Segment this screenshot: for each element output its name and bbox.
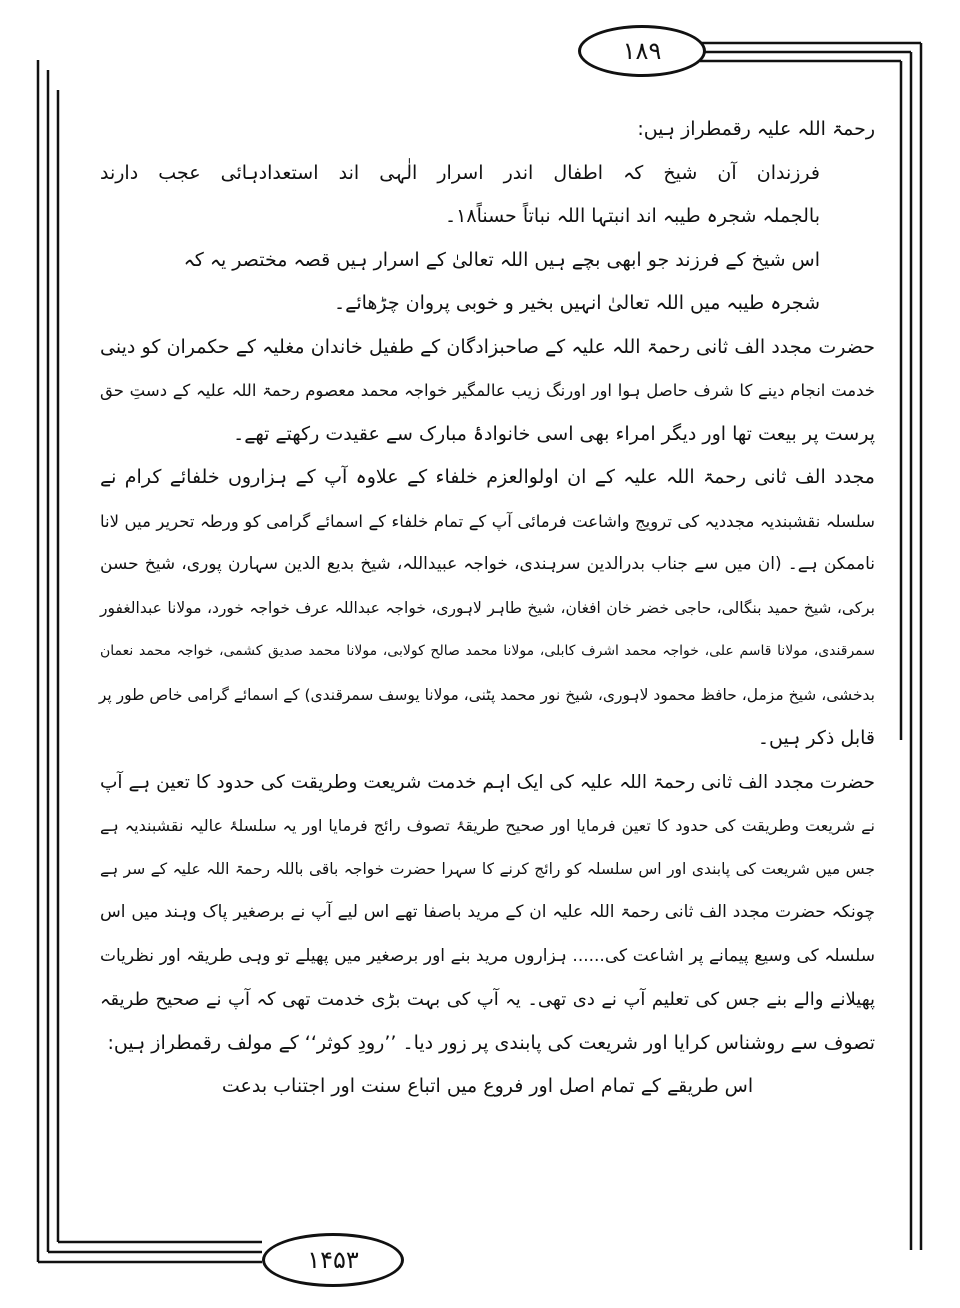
paragraph-line: ناممکن ہے۔ (ان میں سے جناب بدرالدین سرہندی، خواجہ عبیداللہ، شیخ بدیع الدین سہارن پوری، شیخ حسن — [100, 554, 875, 574]
paragraph-line: حضرت مجدد الف ثانی رحمۃ اللہ علیہ کی ایک اہم خدمت شریعت وطریقت کی حدود کا تعین ہے آپ — [100, 771, 875, 793]
quote-line: اس طریقے کے تمام اصل اور فروع میں اتباع سنت اور اجتناب بدعت — [221, 1075, 754, 1097]
text-line: رحمۃ اللہ علیہ رقمطراز ہیں: — [637, 118, 875, 140]
paragraph-line: قابل ذکر ہیں۔ — [757, 727, 875, 749]
paragraph-line: برکی، شیخ حمید بنگالی، حاجی خضر خان افغان، شیخ طاہر لاہوری، خواجہ عبداللہ عرف خواجہ خورد، مولانا عبدالغفور — [100, 598, 875, 617]
paragraph-line: جس میں شریعت کی پابندی اور اس سلسلہ کو رائج کرنے کا سہرا حضرت خواجہ باقی باللہ رحمۃ اللہ علیہ کے سر ہے — [100, 859, 875, 878]
paragraph-line: نے شریعت وطریقت کی حدود کا تعین فرمایا اور صحیح طریقۂ تصوف رائج فرمایا اور یہ سلسلۂ عالیہ نقشبندیہ ہے — [100, 816, 875, 835]
page-number-bottom-text: ۱۴۵۳ — [307, 1246, 359, 1274]
page-number-top — [578, 25, 706, 77]
page-number-bottom — [262, 1233, 404, 1287]
paragraph-line: سلسلہ کی وسیع پیمانے پر اشاعت کی...... ہزاروں مرید بنے اور برصغیر میں پھیلے تو وہی طریقہ اور نظریات — [100, 945, 875, 966]
paragraph-line: سمرقندی، مولانا قاسم علی، خواجہ محمد اشرف کابلی، مولانا محمد صالح کولابی، مولانا محمد صدیق کشمی، خواجہ محمد نعمان — [100, 643, 875, 659]
translation-line: اس شیخ کے فرزند جو ابھی بچے ہیں اللہ تعالیٰ کے اسرار ہیں قصہ مختصر یہ کہ — [183, 248, 820, 271]
paragraph-line: حضرت مجدد الف ثانی رحمۃ اللہ علیہ کے صاحبزادگان کے طفیل خاندان مغلیہ کے حکمران کو دینی — [100, 335, 875, 358]
paragraph-line: پھیلانے والے بنے جس کی تعلیم آپ نے دی تھی۔ یہ آپ کی بہت بڑی خدمت تھی کہ آپ نے صحیح طریقہ — [100, 989, 875, 1010]
paragraph-line: بدخشی، شیخ مزمل، حافظ محمود لاہوری، شیخ نور محمد پٹنی، مولانا یوسف سمرقندی) کے اسمائے گرامی خاص طور پر — [98, 685, 875, 704]
paragraph-line: سلسلہ نقشبندیہ مجددیہ کی ترویج واشاعت فرمائی آپ کے تمام خلفاء کے اسمائے گرامی کو ورطہ تحریر میں لانا — [100, 511, 875, 531]
paragraph-line: تصوف سے روشناس کرایا اور شریعت کی پابندی پر زور دیا۔ ’’رودِ کوثر‘‘ کے مولف رقمطراز ہیں: — [107, 1031, 875, 1054]
page-body — [100, 108, 875, 1109]
translation-line: شجرہ طیبہ میں اللہ تعالیٰ انہیں بخیر و خوبی پروان چڑھائے۔ — [334, 292, 820, 314]
paragraph-line: چونکہ حضرت مجدد الف ثانی رحمۃ اللہ علیہ ان کے مرید باصفا تھے اس لیے آپ نے برصغیر پاک وہند میں اس — [100, 902, 875, 922]
paragraph-line: پرست پر بیعت تھا اور دیگر امراء بھی اسی خانوادۂ مبارک سے عقیدت رکھتے تھے۔ — [233, 422, 875, 445]
persian-quote-line: بالجملہ شجرہ طیبہ اند انبتہا اللہ نباتاً حسناً۱۸۔ — [445, 205, 820, 227]
persian-quote-line: فرزندان آن شیخ کہ اطفال اندر اسرار الٰہی اند استعدادہائی عجب دارند — [100, 161, 820, 184]
paragraph-line: مجدد الف ثانی رحمۃ اللہ علیہ کے ان اولوالعزم خلفاء کے علاوہ آپ کے ہزاروں خلفائے کرام نے — [100, 466, 875, 488]
paragraph-line: خدمت انجام دینے کا شرف حاصل ہوا اور اورنگ زیب عالمگیر خواجہ محمد معصوم رحمۃ اللہ علیہ کے دستِ حق — [100, 381, 875, 400]
page-number-top-text: ۱۸۹ — [622, 37, 662, 65]
